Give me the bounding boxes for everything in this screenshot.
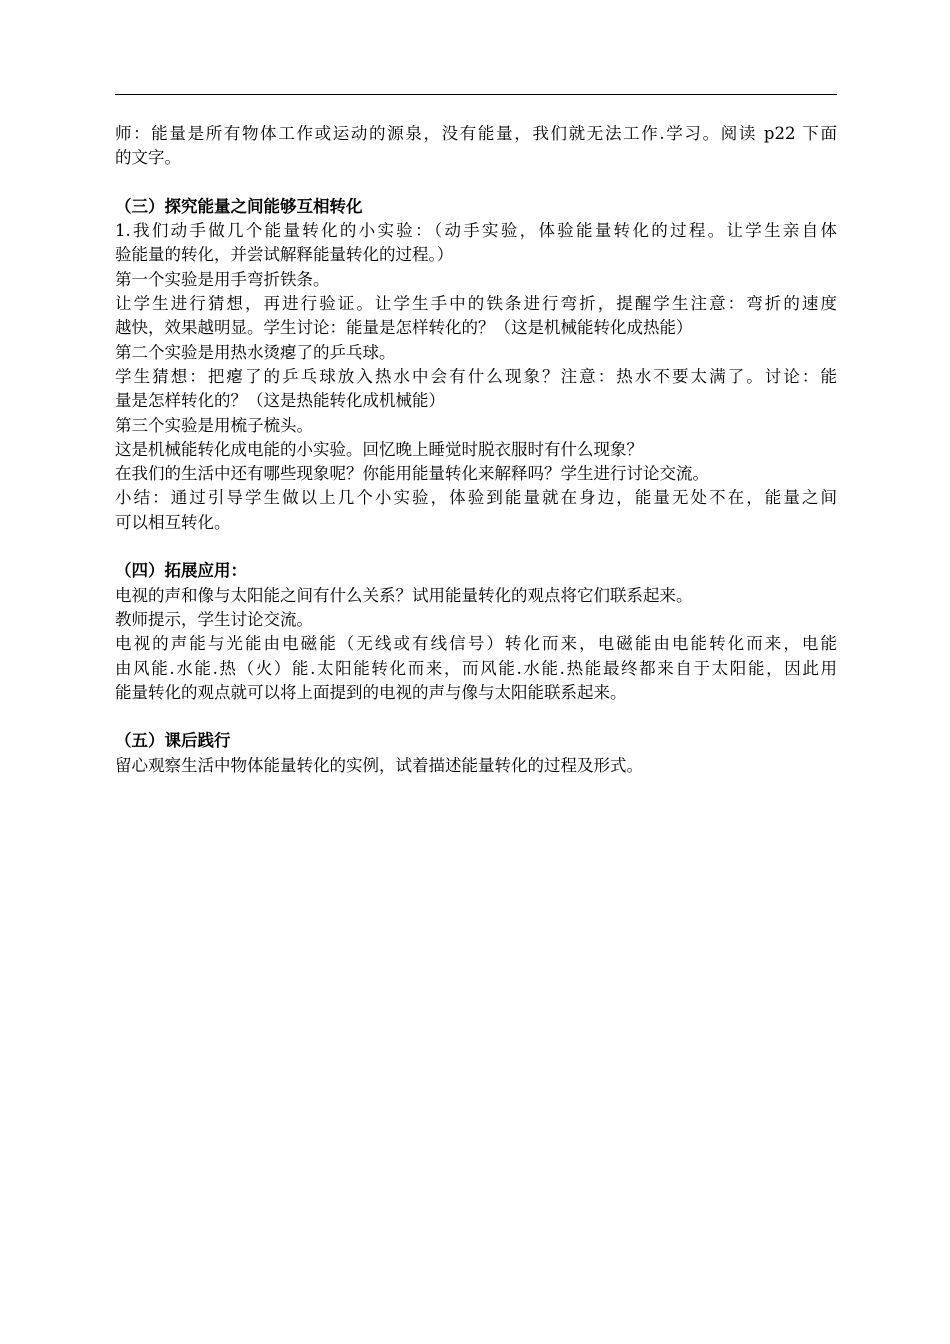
section-heading: （五）课后践行 (115, 731, 231, 751)
paragraph-line: 的文字。 (115, 148, 181, 168)
section-heading: （三）探究能量之间能够互相转化 (115, 196, 363, 216)
paragraph-line: 越快，效果越明显。学生讨论：能量是怎样转化的？（这是机械能转化成热能） (115, 318, 693, 338)
section-three (115, 195, 837, 535)
paragraph-line: 小结：通过引导学生做以上几个小实验，体验到能量就在身边，能量无处不在，能量之间 (115, 488, 837, 508)
header-rule (115, 94, 837, 95)
paragraph-line: 在我们的生活中还有哪些现象呢？你能用能量转化来解释吗？学生进行讨论交流。 (115, 464, 709, 484)
section-five (115, 729, 837, 778)
paragraph-line: 1.我们动手做几个能量转化的小实验：（动手实验，体验能量转化的过程。让学生亲自体 (115, 221, 837, 241)
section-heading: （四）拓展应用： (115, 561, 247, 581)
paragraph-line: 能量转化的观点就可以将上面提到的电视的声与像与太阳能联系起来。 (115, 682, 627, 702)
paragraph-line: 可以相互转化。 (115, 512, 231, 532)
paragraph-line: 由风能.水能.热（火）能.太阳能转化而来，而风能.水能.热能最终都来自于太阳能，因此用 (115, 658, 837, 678)
paragraph-line: 让学生进行猜想，再进行验证。让学生手中的铁条进行弯折，提醒学生注意：弯折的速度 (115, 294, 837, 314)
paragraph-line: 第三个实验是用梳子梳头。 (115, 415, 313, 435)
intro-paragraph (115, 122, 837, 171)
section-four (115, 559, 837, 705)
paragraph-line: 量是怎样转化的？（这是热能转化成机械能） (115, 391, 445, 411)
paragraph-line: 第二个实验是用热水烫瘪了的乒乓球。 (115, 342, 396, 362)
paragraph-line: 电视的声能与光能由电磁能（无线或有线信号）转化而来，电磁能由电能转化而来，电能 (115, 634, 837, 654)
document-body (115, 122, 837, 778)
paragraph-line: 师：能量是所有物体工作或运动的源泉，没有能量，我们就无法工作.学习。阅读 p22 下面 (115, 124, 837, 143)
paragraph-line: 学生猜想：把瘪了的乒乓球放入热水中会有什么现象？注意：热水不要太满了。讨论：能 (115, 366, 837, 386)
paragraph-line: 教师提示，学生讨论交流。 (115, 609, 313, 629)
paragraph-line: 验能量的转化，并尝试解释能量转化的过程。） (115, 245, 454, 265)
paragraph-line: 这是机械能转化成电能的小实验。回忆晚上睡觉时脱衣服时有什么现象？ (115, 439, 643, 459)
paragraph-line: 电视的声和像与太阳能之间有什么关系？试用能量转化的观点将它们联系起来。 (115, 585, 693, 605)
paragraph-line: 第一个实验是用手弯折铁条。 (115, 269, 330, 289)
paragraph-line: 留心观察生活中物体能量转化的实例，试着描述能量转化的过程及形式。 (115, 755, 643, 775)
